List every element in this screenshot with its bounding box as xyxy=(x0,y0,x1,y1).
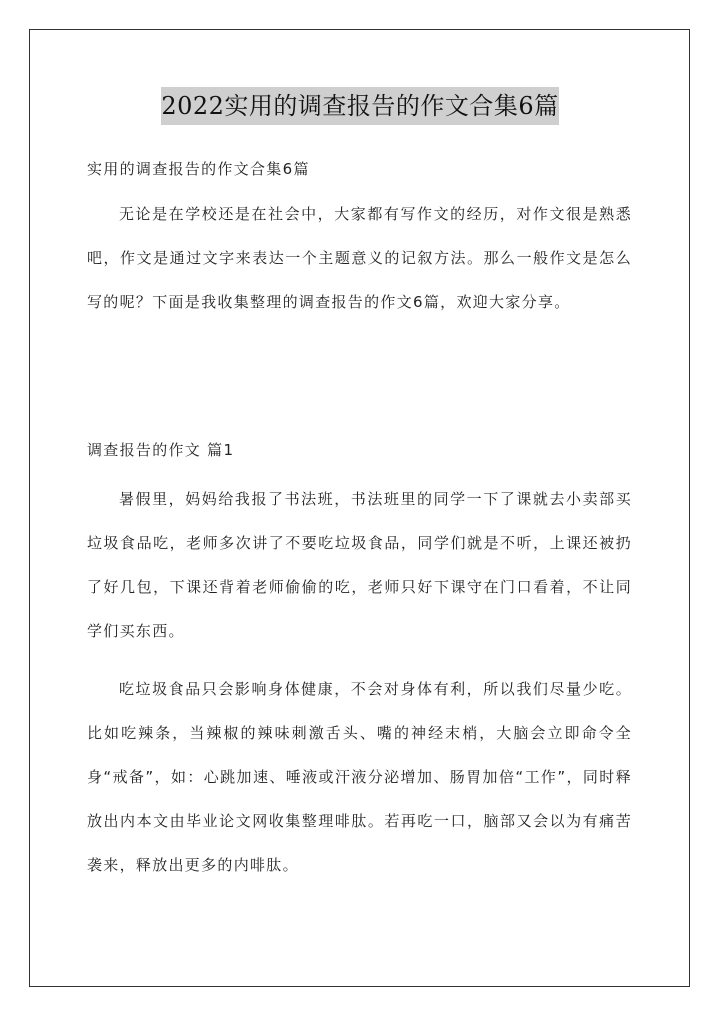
title-container xyxy=(0,87,720,125)
section-heading: 调查报告的作文 篇1 xyxy=(87,441,235,459)
intro-paragraph: 无论是在学校还是在社会中，大家都有写作文的经历，对作文很是熟悉吧，作文是通过文字来表达一个主题意义的记叙方法。那么一般作文是怎么写的呢？下面是我收集整理的调查报告的作文6篇，欢迎大家分享。 xyxy=(87,205,632,311)
body-paragraph-1: 暑假里，妈妈给我报了书法班，书法班里的同学一下了课就去小卖部买垃圾食品吃，老师多次讲了不要吃垃圾食品，同学们就是不听，上课还被扔了好几包，下课还背着老师偷偷的吃，老师只好下课守在门口看着，不让同学们买东西。 xyxy=(87,490,632,640)
body-paragraph-2: 吃垃圾食品只会影响身体健康，不会对身体有利，所以我们尽量少吃。比如吃辣条，当辣椒的辣味刺激舌头、嘴的神经末梢，大脑会立即命令全身“戒备”，如：心跳加速、唾液或汗液分泌增加、肠胃加倍“工作”，同时释放出内本文由毕业论文网收集整理啡肽。若再吃一口，脑部又会以为有痛苦袭来，释放出更多的内啡肽。 xyxy=(87,680,632,874)
document-subtitle: 实用的调查报告的作文合集6篇 xyxy=(87,160,310,178)
document-title: 2022实用的调查报告的作文合集6篇 xyxy=(161,87,558,125)
